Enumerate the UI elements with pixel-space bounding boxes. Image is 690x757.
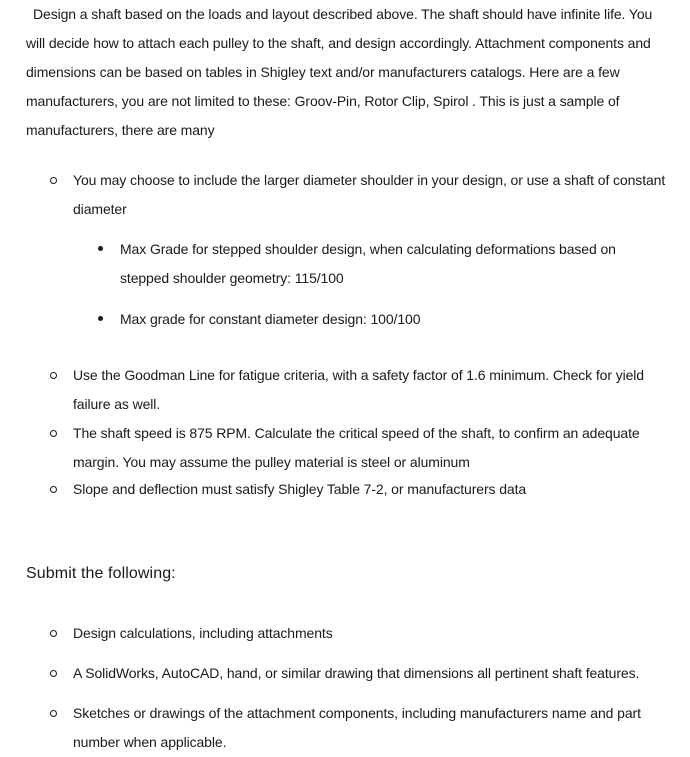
- hollow-bullet-icon: [50, 670, 57, 677]
- hollow-bullet-icon: [50, 430, 57, 437]
- shoulder-option-item: You may choose to include the larger diameter shoulder in your design, or use a shaft of constant diameter: [73, 172, 666, 217]
- hollow-bullet-icon: [50, 710, 57, 717]
- submit-item-drawing: A SolidWorks, AutoCAD, hand, or similar drawing that dimensions all pertinent shaft features.: [73, 665, 640, 681]
- solid-bullet-icon: [98, 246, 103, 251]
- hollow-bullet-icon: [50, 372, 57, 379]
- submit-heading: Submit the following:: [26, 565, 176, 582]
- hollow-bullet-icon: [50, 486, 57, 493]
- hollow-bullet-icon: [50, 630, 57, 637]
- speed-item: The shaft speed is 875 RPM. Calculate the critical speed of the shaft, to confirm an adequate margin. You may assume the pulley material is steel or aluminum: [73, 425, 640, 470]
- stepped-grade-item: Max Grade for stepped shoulder design, when calculating deformations based on stepped shoulder geometry: 115/100: [120, 241, 616, 286]
- intro-paragraph: [26, 0, 690, 145]
- constant-grade-item: Max grade for constant diameter design: 100/100: [120, 311, 421, 327]
- goodman-item: Use the Goodman Line for fatigue criteria, with a safety factor of 1.6 minimum. Check for yield failure as well.: [73, 367, 644, 412]
- solid-bullet-icon: [98, 316, 103, 321]
- submit-item-calculations: Design calculations, including attachments: [73, 625, 333, 641]
- intro-first-line: Design a shaft based on the loads and layout described above. The shaft should have infinite life. You: [33, 6, 653, 22]
- intro-rest: will decide how to attach each pulley to the shaft, and design accordingly. Attachment components and dimensions can be based on tables in Shigley text and/or manufacturers catalogs. Here are a few manufacturers, you are not limited to these: Groov-Pin, Rotor Clip, Spirol . This is just a sample of manufacturers, there are many: [26, 35, 651, 138]
- slope-item: Slope and deflection must satisfy Shigley Table 7-2, or manufacturers data: [73, 481, 527, 497]
- submit-item-sketches: Sketches or drawings of the attachment components, including manufacturers name and part number when applicable.: [73, 705, 641, 750]
- hollow-bullet-icon: [50, 177, 57, 184]
